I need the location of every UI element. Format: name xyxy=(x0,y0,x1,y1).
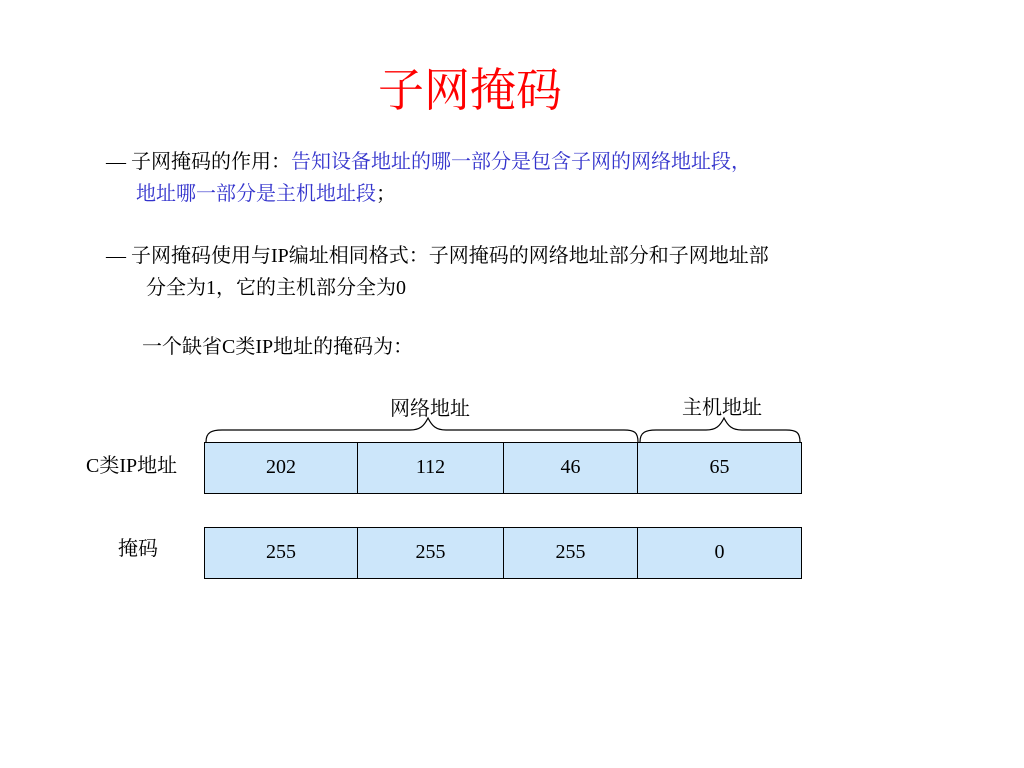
host-address-label: 主机地址 xyxy=(682,397,762,419)
network-brace xyxy=(206,418,638,442)
ip-octet-2: 112 xyxy=(358,443,504,493)
ip-octet-3: 46 xyxy=(504,443,638,493)
mask-octet-3: 255 xyxy=(504,528,638,578)
mask-octet-1: 255 xyxy=(205,528,358,578)
ip-address-row xyxy=(204,442,802,494)
format-line-1: 子网掩码使用与IP编址相同格式：子网掩码的网络地址部分和子网地址部 xyxy=(131,245,769,267)
host-brace xyxy=(640,418,800,442)
mask-row-label: 掩码 xyxy=(118,538,158,560)
format-line-2: 分全为1，它的主机部分全为0 xyxy=(146,277,406,299)
dash-bullet: — xyxy=(106,151,126,173)
paragraph-default-mask: 一个缺省C类IP地址的掩码为： xyxy=(142,336,414,358)
mask-octet-4: 0 xyxy=(714,540,725,563)
ip-octet-4: 65 xyxy=(709,455,730,478)
purpose-highlight-2: 地址哪一部分是主机地址段 xyxy=(136,183,376,205)
mask-octet-2: 255 xyxy=(358,528,504,578)
dash-bullet: — xyxy=(106,245,126,267)
slide-title: 子网掩码 xyxy=(378,65,562,116)
purpose-end: ； xyxy=(376,183,396,205)
purpose-highlight-1: 告知设备地址的哪一部分是包含子网的网络地址段， xyxy=(291,151,751,173)
ip-row-label: C类IP地址 xyxy=(86,455,178,477)
purpose-prefix: 子网掩码的作用： xyxy=(131,151,291,173)
network-address-label: 网络地址 xyxy=(390,398,470,420)
mask-row xyxy=(204,527,802,579)
ip-octet-1: 202 xyxy=(205,443,358,493)
